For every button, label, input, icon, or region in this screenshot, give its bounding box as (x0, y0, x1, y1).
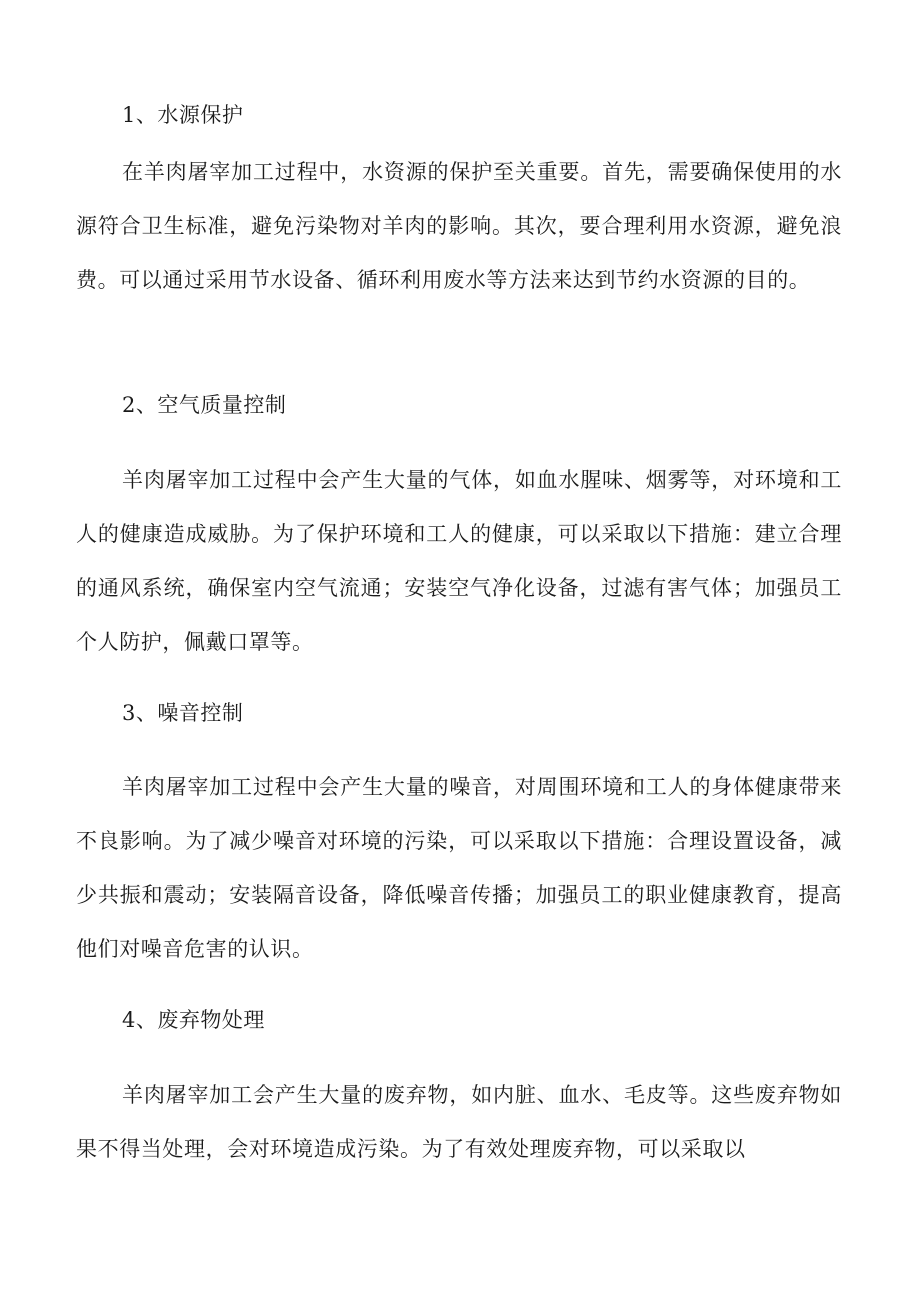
section-heading-air: 2、空气质量控制 (122, 393, 287, 417)
section-body-noise: 羊肉屠宰加工过程中会产生大量的噪音，对周围环境和工人的身体健康带来不良影响。为了减少噪音对环境的污染，可以采取以下措施：合理设置设备，减少共振和震动；安装隔音设备，降低噪音传播；加强员工的职业健康教育，提高他们对噪音危害的认识。 (76, 775, 842, 961)
section-heading-noise: 3、噪音控制 (122, 701, 244, 725)
section-heading-waste: 4、废弃物处理 (122, 1008, 265, 1032)
section-body-air: 羊肉屠宰加工过程中会产生大量的气体，如血水腥味、烟雾等，对环境和工人的健康造成威胁。为了保护环境和工人的健康，可以采取以下措施：建立合理的通风系统，确保室内空气流通；安装空气净化设备，过滤有害气体；加强员工个人防护，佩戴口罩等。 (76, 468, 842, 654)
section-heading-water: 1、水源保护 (122, 103, 244, 127)
section-body-water: 在羊肉屠宰加工过程中，水资源的保护至关重要。首先，需要确保使用的水源符合卫生标准，避免污染物对羊肉的影响。其次，要合理利用水资源，避免浪费。可以通过采用节水设备、循环利用废水等方法来达到节约水资源的目的。 (76, 160, 842, 292)
section-body-waste: 羊肉屠宰加工会产生大量的废弃物，如内脏、血水、毛皮等。这些废弃物如果不得当处理，会对环境造成污染。为了有效处理废弃物，可以采取以 (76, 1083, 842, 1161)
